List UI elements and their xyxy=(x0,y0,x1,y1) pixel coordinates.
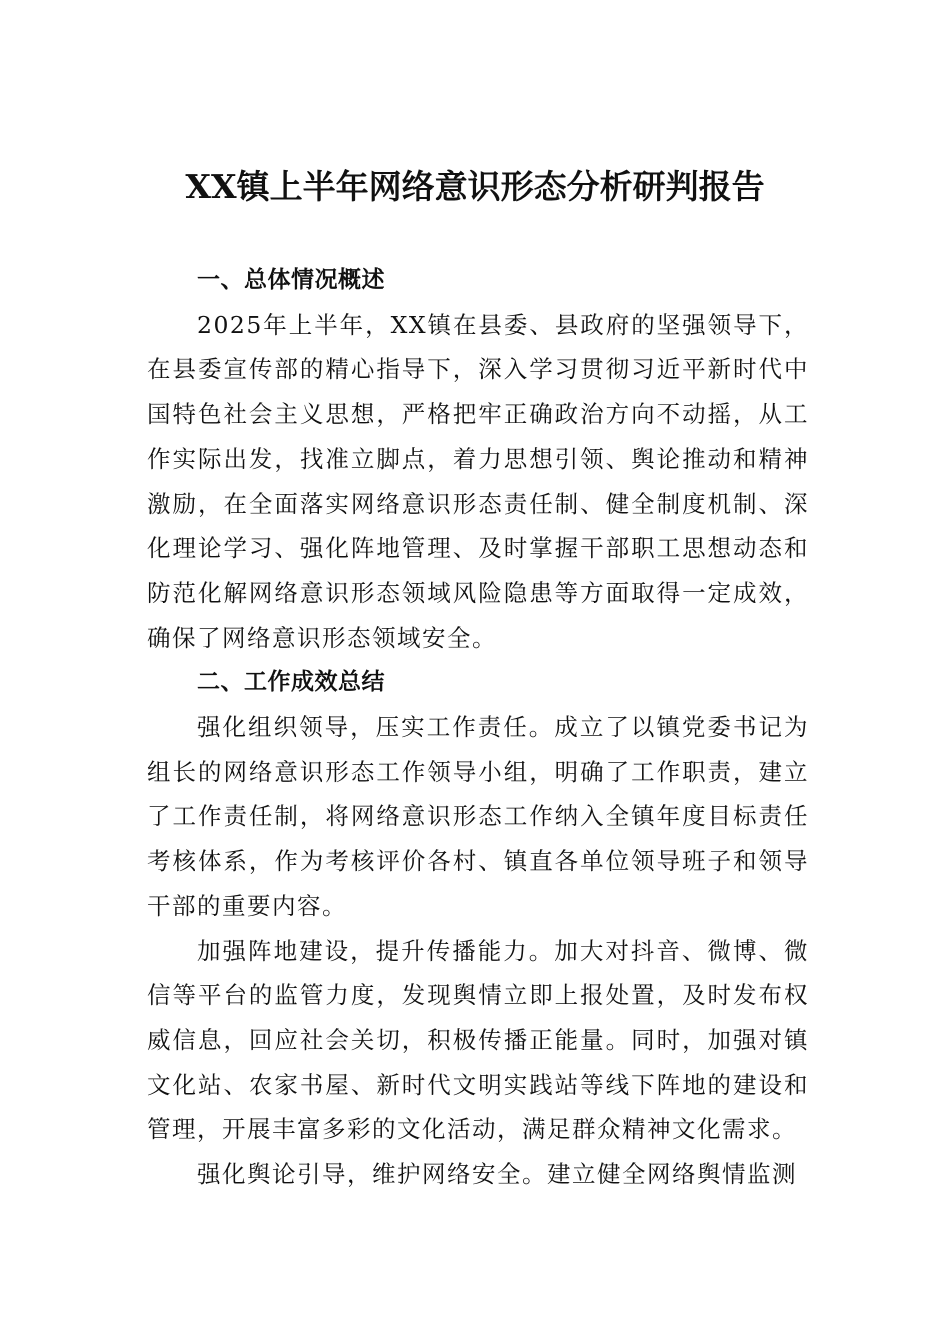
section-overview xyxy=(147,258,809,660)
document-body xyxy=(147,258,809,1197)
paragraph: 加强阵地建设，提升传播能力。加大对抖音、微博、微信等平台的监管力度，发现舆情立即上报处置，及时发布权威信息，回应社会关切，积极传播正能量。同时，加强对镇文化站、农家书屋、新时代文明实践站等线下阵地的建设和管理，开展丰富多彩的文化活动，满足群众精神文化需求。 xyxy=(147,936,809,1144)
paragraph: 强化组织领导，压实工作责任。成立了以镇党委书记为组长的网络意识形态工作领导小组，明确了工作职责，建立了工作责任制，将网络意识形态工作纳入全镇年度目标责任考核体系，作为考核评价各村、镇直各单位领导班子和领导干部的重要内容。 xyxy=(147,713,809,920)
section-achievements xyxy=(147,660,809,1196)
paragraph: 2025年上半年，XX镇在县委、县政府的坚强领导下，在县委宣传部的精心指导下，深入学习贯彻习近平新时代中国特色社会主义思想，严格把牢正确政治方向不动摇，从工作实际出发，找准立脚点，着力思想引领、舆论推动和精神激励，在全面落实网络意识形态责任制、健全制度机制、深化理论学习、强化阵地管理、及时掌握干部职工思想动态和防范化解网络意识形态领域风险隐患等方面取得一定成效，确保了网络意识形态领域安全。 xyxy=(147,310,809,652)
document-title: XX镇上半年网络意识形态分析研判报告 xyxy=(185,167,765,206)
section-heading: 二、工作成效总结 xyxy=(197,669,385,696)
paragraph: 强化舆论引导，维护网络安全。建立健全网络舆情监测 xyxy=(197,1160,797,1189)
section-heading: 一、总体情况概述 xyxy=(197,267,385,293)
